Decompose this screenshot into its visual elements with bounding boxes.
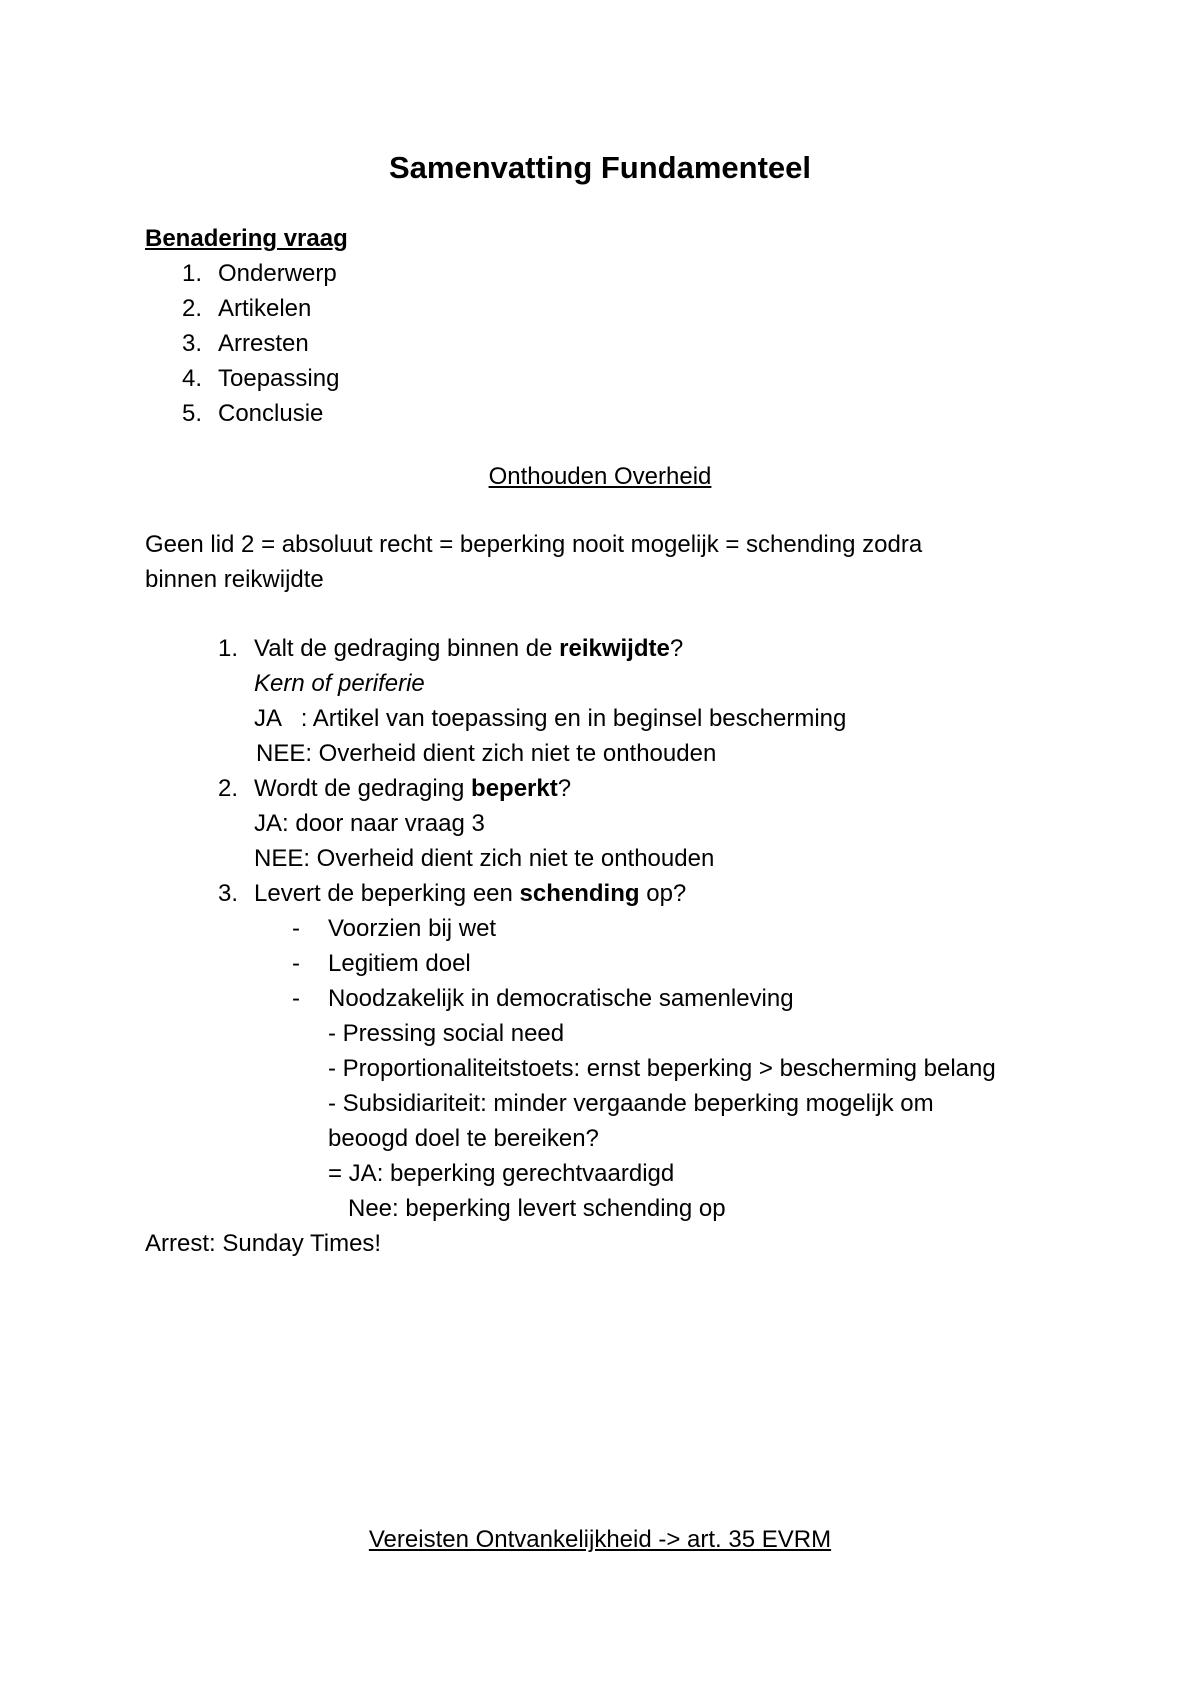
list-number: 2. [182, 295, 203, 322]
question-keyword: reikwijdte [559, 635, 670, 662]
list-number: 3. [182, 330, 203, 357]
section-heading-onthouden: Onthouden Overheid [488, 463, 712, 490]
question-1-nee: NEE: Overheid dient zich niet te onthouden [256, 740, 717, 767]
list-number: 5. [182, 400, 203, 427]
question-1 [218, 632, 683, 666]
list-item [182, 257, 337, 291]
result-nee: Nee: beperking levert schending op [348, 1195, 726, 1222]
bullet-dash: - [292, 915, 300, 942]
question-text-end: ? [669, 635, 684, 662]
question-2-ja: JA: door naar vraag 3 [254, 810, 485, 837]
list-text: Onderwerp [218, 260, 337, 287]
question-3 [218, 877, 686, 911]
bullet-text: Noodzakelijk in democratische samenleving [328, 985, 794, 1012]
question-text: Levert de beperking een [254, 880, 520, 907]
intro-line-2: binnen reikwijdte [145, 566, 324, 593]
sub-item-subsidiariteit: - Subsidiariteit: minder vergaande beperking mogelijk om [328, 1090, 934, 1117]
arrest-reference: Arrest: Sunday Times! [145, 1230, 382, 1257]
question-text: Valt de gedraging binnen de [254, 635, 560, 662]
question-1-subtext: Kern of periferie [254, 670, 425, 697]
question-number: 1. [218, 635, 239, 662]
question-text: Wordt de gedraging [254, 775, 472, 802]
list-text: Arresten [218, 330, 309, 357]
bullet-text: Voorzien bij wet [328, 915, 497, 942]
bullet-item [292, 982, 794, 1016]
question-keyword: beperkt [471, 775, 558, 802]
list-number: 1. [182, 260, 203, 287]
section-heading-ontvankelijkheid: Vereisten Ontvankelijkheid -> art. 35 EVRM [368, 1526, 832, 1553]
list-number: 4. [182, 365, 203, 392]
sub-item-pressing: - Pressing social need [328, 1020, 565, 1047]
list-text: Conclusie [218, 400, 324, 427]
document-title: Samenvatting Fundamenteel [388, 150, 812, 185]
list-item [182, 397, 323, 431]
bullet-dash: - [292, 950, 300, 977]
question-number: 3. [218, 880, 239, 907]
list-text: Toepassing [218, 365, 340, 392]
question-text-end: ? [557, 775, 572, 802]
bullet-item [292, 947, 471, 981]
bullet-text: Legitiem doel [328, 950, 471, 977]
question-1-ja: JA : Artikel van toepassing en in beginsel bescherming [254, 705, 847, 732]
question-keyword: schending [519, 880, 640, 907]
intro-line-1: Geen lid 2 = absoluut recht = beperking nooit mogelijk = schending zodra [145, 531, 923, 558]
list-item [182, 292, 311, 326]
list-item [182, 362, 339, 396]
list-text: Artikelen [218, 295, 312, 322]
list-item [182, 327, 309, 361]
question-2 [218, 772, 571, 806]
section-heading-benadering: Benadering vraag [145, 225, 348, 252]
question-2-nee: NEE: Overheid dient zich niet te onthouden [254, 845, 715, 872]
sub-item-proportionaliteit: - Proportionaliteitstoets: ernst beperking > bescherming belang [328, 1055, 996, 1082]
question-number: 2. [218, 775, 239, 802]
result-ja: = JA: beperking gerechtvaardigd [328, 1160, 675, 1187]
sub-item-subsidiariteit-cont: beoogd doel te bereiken? [328, 1125, 599, 1152]
question-text-end: op? [639, 880, 687, 907]
bullet-dash: - [292, 985, 300, 1012]
bullet-item [292, 912, 496, 946]
